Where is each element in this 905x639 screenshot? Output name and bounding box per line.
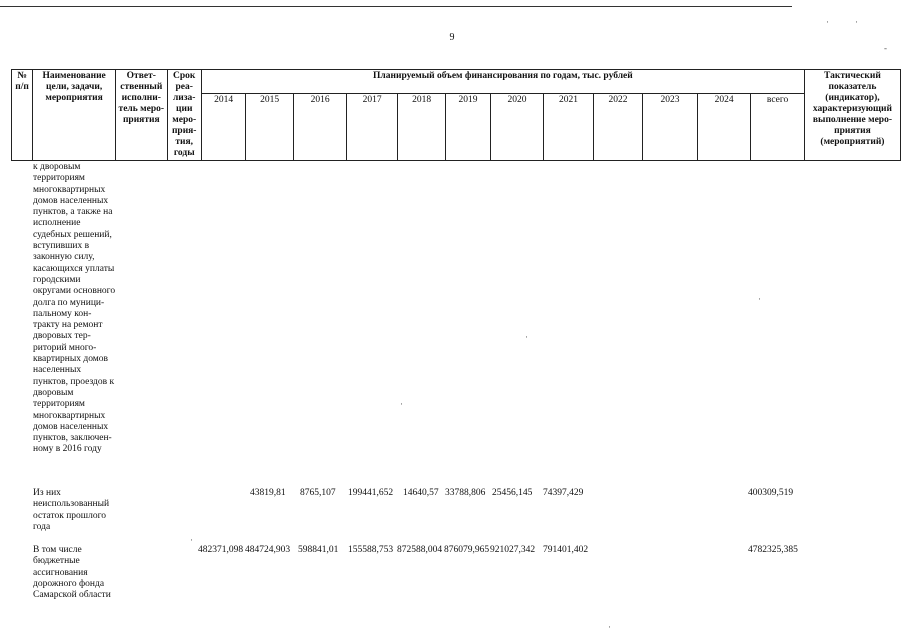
row-description: В том числе бюджетные ассигнования дорожного фонда Самарской области: [33, 545, 111, 601]
speck: ·: [400, 399, 403, 409]
year-header: 2022: [593, 94, 642, 161]
year-header: 2019: [446, 94, 490, 161]
cell-value: 25456,145: [492, 488, 533, 498]
year-header: 2018: [397, 94, 445, 161]
column-header-term: Срок реа-лиза-ции меро-прия-тия, годы: [167, 70, 201, 161]
column-header-financing: Планируемый объем финансирования по годам, тыс. рублей: [201, 70, 804, 94]
speck: ·: [525, 332, 528, 342]
speck: -: [884, 43, 887, 53]
year-header: 2014: [201, 94, 245, 161]
cell-value: 199441,652: [348, 488, 394, 498]
row-description: к дворовым территориям многоквартирных домов населенных пунктов, а также на исполнение судебных решений, вступивших в законную силу, касающихся уплаты городскими округами основного долга по муници-пальному кон-тракту на ремонт дворовых тер-риторий много-квартирных домов населенных пунктов, проездов к дворовым территориям многоквартирных домов населенных пунктов, заключен-ному в 2016 году: [33, 162, 116, 455]
cell-value: 8765,107: [300, 488, 336, 498]
speck: ·: [758, 294, 761, 304]
cell-value: 43819,81: [250, 488, 286, 498]
cell-value: 482371,098: [198, 545, 244, 555]
financing-header-table: [11, 69, 901, 161]
speck: ·: [826, 17, 829, 27]
cell-value: 484724,903: [245, 545, 291, 555]
total-header: всего: [751, 94, 805, 161]
cell-value: 74397,429: [543, 488, 584, 498]
column-header-responsible: Ответ-ственный исполни-тель меро-приятия: [116, 70, 168, 161]
year-header: 2024: [697, 94, 751, 161]
cell-value: 921027,342: [490, 545, 536, 555]
year-header: 2016: [293, 94, 347, 161]
speck: ·: [190, 535, 193, 545]
speck: ·: [608, 622, 611, 632]
cell-value-total: 4782325,385: [748, 545, 798, 555]
page-number: 9: [449, 32, 455, 43]
year-header: 2023: [643, 94, 698, 161]
cell-value: 872588,004: [397, 545, 443, 555]
column-header-no: № п/п: [12, 70, 33, 161]
cell-value: 876079,965: [444, 545, 490, 555]
cell-value: 155588,753: [348, 545, 394, 555]
cell-value: 791401,402: [543, 545, 589, 555]
top-rule: [0, 6, 792, 7]
cell-value: 14640,57: [403, 488, 439, 498]
year-header: 2021: [544, 94, 593, 161]
cell-value: 33788,806: [445, 488, 486, 498]
cell-value: 598841,01: [298, 545, 339, 555]
cell-value-total: 400309,519: [748, 488, 794, 498]
year-header: 2017: [347, 94, 398, 161]
year-header: 2015: [246, 94, 293, 161]
speck: ·: [855, 17, 858, 27]
column-header-name: Наименование цели, задачи, мероприятия: [33, 70, 116, 161]
year-header: 2020: [490, 94, 544, 161]
row-description: Из них неиспользованный остаток прошлого года: [33, 488, 110, 532]
column-header-indicator: Тактический показатель (индикатор), характеризующий выполнение меро-приятия (мероприятий): [804, 70, 900, 161]
